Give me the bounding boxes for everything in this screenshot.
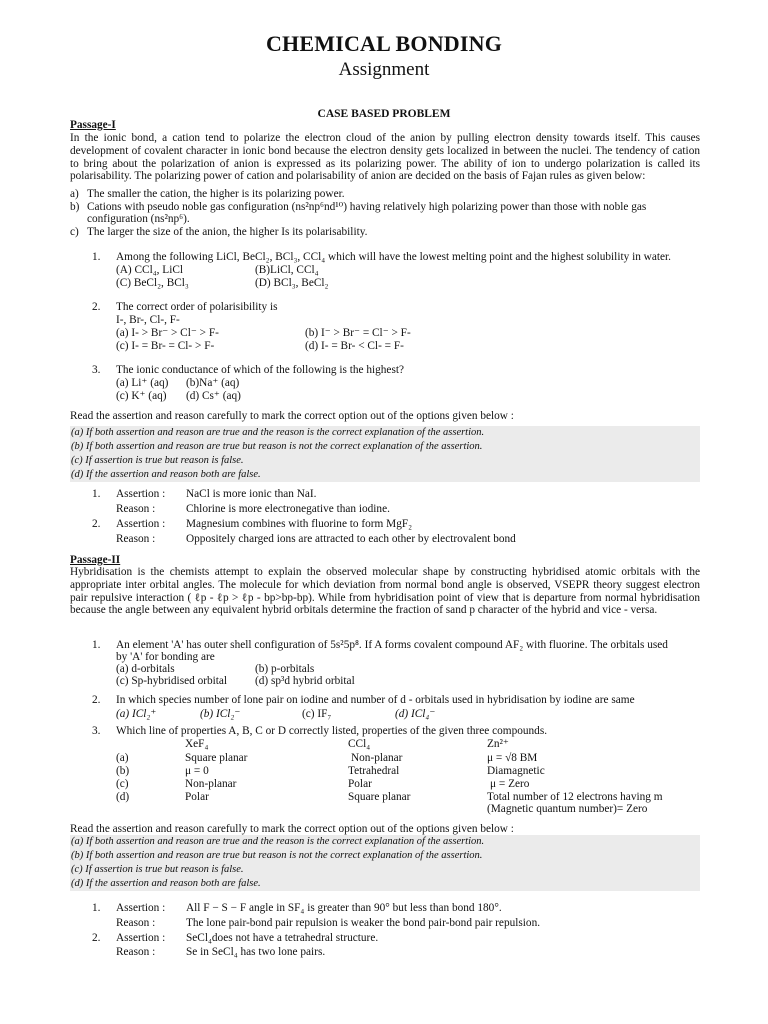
p2-q1-option-b: (b) p-orbitals — [255, 663, 315, 675]
p2-q1-option-a: (a) d-orbitals — [116, 663, 175, 675]
p1-q1-option-d: (D) BCl₃, BeCl₂ — [255, 277, 329, 289]
rule-a-text: The smaller the cation, the higher is its polarizing power. — [87, 188, 345, 200]
p2-q1-text-cont: by 'A' for bonding are — [116, 651, 215, 663]
p2-q3-row-c-c3: μ = Zero — [490, 778, 530, 790]
p2-q3-number: 3. — [92, 725, 101, 737]
p2-q1-option-c: (c) Sp-hybridised orbital — [116, 675, 228, 687]
p1-q3-option-b: (b)Na⁺ (aq) — [186, 377, 240, 389]
p1-q1-option-a: (A) CCl₄, LiCl — [116, 264, 184, 276]
p2-q3-row-b-c1: μ = 0 — [185, 765, 209, 777]
p2-q1-text: An element 'A' has outer shell configuration of 5s²5p⁸. If A forms covalent compound AF₂ with fluorine. The orbitals used — [116, 639, 668, 651]
p2-q3-row-a-opt: (a) — [116, 752, 129, 764]
ar2-1-number: 1. — [92, 902, 101, 914]
p2-q3-row-a-c2: Non-planar — [351, 752, 403, 764]
p1-q2-option-c: (c) I- = Br- = Cl- > F- — [116, 340, 215, 352]
p2-q3-header-ccl4: CCl₄ — [348, 738, 371, 750]
p2-q3-row-b-c3: Diamagnetic — [487, 765, 545, 777]
case-heading: CASE BASED PROBLEM — [317, 108, 451, 120]
ar1-2-reason-label: Reason : — [116, 533, 156, 545]
p1-q1-option-b: (B)LiCl, CCl₄ — [255, 264, 319, 276]
p1-q1-option-c: (C) BeCl₂, BCl₃ — [116, 277, 189, 289]
passage-2-text: Hybridisation is the chemists attempt to explain the observed molecular shape by constructing hybridised atomic orbitals with the appropriate inter orbital angles. The molecule for which deviation from normal bond angle is observed, VSEPR theory suggest electron pair repulsive interaction ( ℓp - ℓp > ℓp - bp>bp-bp). While from hybridisation point of view that is departure from normal hybridisation because the angle between any equivalent hybrid orbitals determine the fraction of sand p character of the hybrid and vice - versa. — [70, 566, 700, 617]
assertion-intro-1: Read the assertion and reason carefully to mark the correct option out of the options given below : — [70, 410, 514, 422]
assertion-options-box-1 — [70, 426, 700, 482]
ar2-2-reason-label: Reason : — [116, 946, 156, 958]
p2-q3-row-d-c1: Polar — [185, 791, 209, 803]
ar1-1-reason: Chlorine is more electronegative than iodine. — [186, 503, 390, 515]
p2-q3-row-b-opt: (b) — [116, 765, 130, 777]
p2-q3-row-c-c2: Polar — [348, 778, 372, 790]
assertion-option-b: (b) If both assertion and reason are true but reason is not the correct explanation of the assertion. — [71, 850, 483, 861]
p2-q1-option-d: (d) sp³d hybrid orbital — [255, 675, 355, 687]
p1-q2-text: The correct order of polarisibility is — [116, 301, 278, 313]
p1-q3-option-d: (d) Cs⁺ (aq) — [186, 390, 241, 402]
assertion-option-d: (d) If the assertion and reason both are false. — [71, 878, 261, 889]
rule-b-text: Cations with pseudo noble gas configuration (ns²np⁶nd¹⁰) having relatively high polarizing power than those with noble gas — [87, 201, 647, 213]
p1-q2-number: 2. — [92, 301, 101, 313]
passage-1-text: In the ionic bond, a cation tend to polarize the electron cloud of the anion by pulling electron density towards itself. This causes development of covalent character in ionic bond because the electron density gets localized in between the nuclei. The tendency of cation to bring about the polarization of anion is expressed as its polarizing power. The ability of ion to undergo polarization is called its polarisability. The polarizing power of cation and polarisability of anion are decided on the basis of Fajan rules as given below: — [70, 132, 700, 183]
p2-q3-row-c-opt: (c) — [116, 778, 129, 790]
document-subtitle: Assignment — [338, 59, 430, 80]
ar1-2-assertion: Magnesium combines with fluorine to form MgF₂ — [186, 518, 413, 530]
assertion-option-c: (c) If assertion is true but reason is false. — [71, 864, 244, 875]
assertion-option-a: (a) If both assertion and reason are true and the reason is the correct explanation of the assertion. — [71, 836, 485, 847]
rule-c: c) — [70, 226, 79, 238]
ar1-2-assertion-label: Assertion : — [116, 518, 166, 530]
p1-q2-option-b: (b) I⁻ > Br⁻ = Cl⁻ > F- — [305, 327, 411, 339]
ar1-2-reason: Oppositely charged ions are attracted to each other by electrovalent bond — [186, 533, 516, 545]
p2-q2-number: 2. — [92, 694, 101, 706]
p2-q3-row-d-c2: Square planar — [348, 791, 411, 803]
p1-q3-text: The ionic conductance of which of the following is the highest? — [116, 364, 404, 376]
p1-q2-list: I-, Br-, Cl-, F- — [116, 314, 180, 326]
document-title: CHEMICAL BONDING — [265, 31, 503, 56]
ar1-1-number: 1. — [92, 488, 101, 500]
p2-q2-option-d: (d) ICl₄⁻ — [395, 708, 436, 720]
p2-q3-header-xef4: XeF₄ — [185, 738, 209, 750]
ar1-1-reason-label: Reason : — [116, 503, 156, 515]
ar1-2-number: 2. — [92, 518, 101, 530]
p1-q2-option-a: (a) I- > Br⁻ > Cl⁻ > F- — [116, 327, 219, 339]
ar2-1-reason-label: Reason : — [116, 917, 156, 929]
p2-q3-row-a-c3: μ = √8 BM — [487, 752, 538, 764]
p2-q2-option-b: (b) ICl₂⁻ — [200, 708, 241, 720]
p1-q3-option-c: (c) K⁺ (aq) — [116, 390, 167, 402]
p1-q3-number: 3. — [92, 364, 101, 376]
p1-q1-text: Among the following LiCl, BeCl₂, BCl₃, CCl₄ which will have the lowest melting point and the highest solubility in water. — [116, 251, 671, 263]
ar2-1-assertion: All F − S − F angle in SF₄ is greater than 90° but less than bond 180°. — [186, 902, 502, 914]
p2-q3-row-a-c1: Square planar — [185, 752, 248, 764]
passage-1-heading: Passage-I — [70, 119, 116, 131]
passage-2-heading: Passage-II — [70, 554, 121, 566]
p2-q3-row-d-c3-cont: (Magnetic quantum number)= Zero — [487, 803, 648, 815]
p1-q3-option-a: (a) Li⁺ (aq) — [116, 377, 169, 389]
ar2-1-assertion-label: Assertion : — [116, 902, 166, 914]
rule-b: b) — [70, 201, 80, 213]
ar1-1-assertion-label: Assertion : — [116, 488, 166, 500]
p2-q3-header-zn: Zn²⁺ — [487, 738, 509, 750]
p2-q3-row-d-c3: Total number of 12 electrons having m — [487, 791, 663, 803]
assertion-option-d: (d) If the assertion and reason both are false. — [71, 469, 261, 480]
assertion-options-box-2 — [70, 835, 700, 891]
ar2-1-reason: The lone pair-bond pair repulsion is weaker the bond pair-bond pair repulsion. — [186, 917, 541, 929]
rule-c-text: The larger the size of the anion, the higher Is its polarisability. — [87, 226, 368, 238]
p2-q2-option-c: (c) IF₇ — [302, 708, 332, 720]
rule-b-text-cont: configuration (ns²np⁶). — [87, 213, 190, 225]
p1-q1-number: 1. — [92, 251, 101, 263]
assertion-intro-2: Read the assertion and reason carefully to mark the correct option out of the options given below : — [70, 823, 514, 835]
assertion-option-c: (c) If assertion is true but reason is false. — [71, 455, 244, 466]
ar1-1-assertion: NaCl is more ionic than NaI. — [186, 488, 317, 500]
rule-a: a) — [70, 188, 79, 200]
ar2-2-assertion-label: Assertion : — [116, 932, 166, 944]
ar2-2-assertion: SeCl₄does not have a tetrahedral structure. — [186, 932, 379, 944]
p2-q3-row-c-c1: Non-planar — [185, 778, 237, 790]
p2-q3-text: Which line of properties A, B, C or D correctly listed, properties of the given three compounds. — [116, 725, 548, 737]
p2-q3-row-d-opt: (d) — [116, 791, 130, 803]
p1-q2-option-d: (d) I- = Br- < Cl- = F- — [305, 340, 404, 352]
p2-q2-option-a: (a) ICl₂⁺ — [116, 708, 157, 720]
p2-q2-text: In which species number of lone pair on iodine and number of d - orbitals used in hybridisation by iodine are same — [116, 694, 635, 706]
p2-q3-row-b-c2: Tetrahedral — [348, 765, 400, 777]
assertion-option-a: (a) If both assertion and reason are true and the reason is the correct explanation of the assertion. — [71, 427, 485, 438]
p2-q1-number: 1. — [92, 639, 101, 651]
ar2-2-reason: Se in SeCl₄ has two lone pairs. — [186, 946, 326, 958]
assertion-option-b: (b) If both assertion and reason are true but reason is not the correct explanation of the assertion. — [71, 441, 483, 452]
ar2-2-number: 2. — [92, 932, 101, 944]
